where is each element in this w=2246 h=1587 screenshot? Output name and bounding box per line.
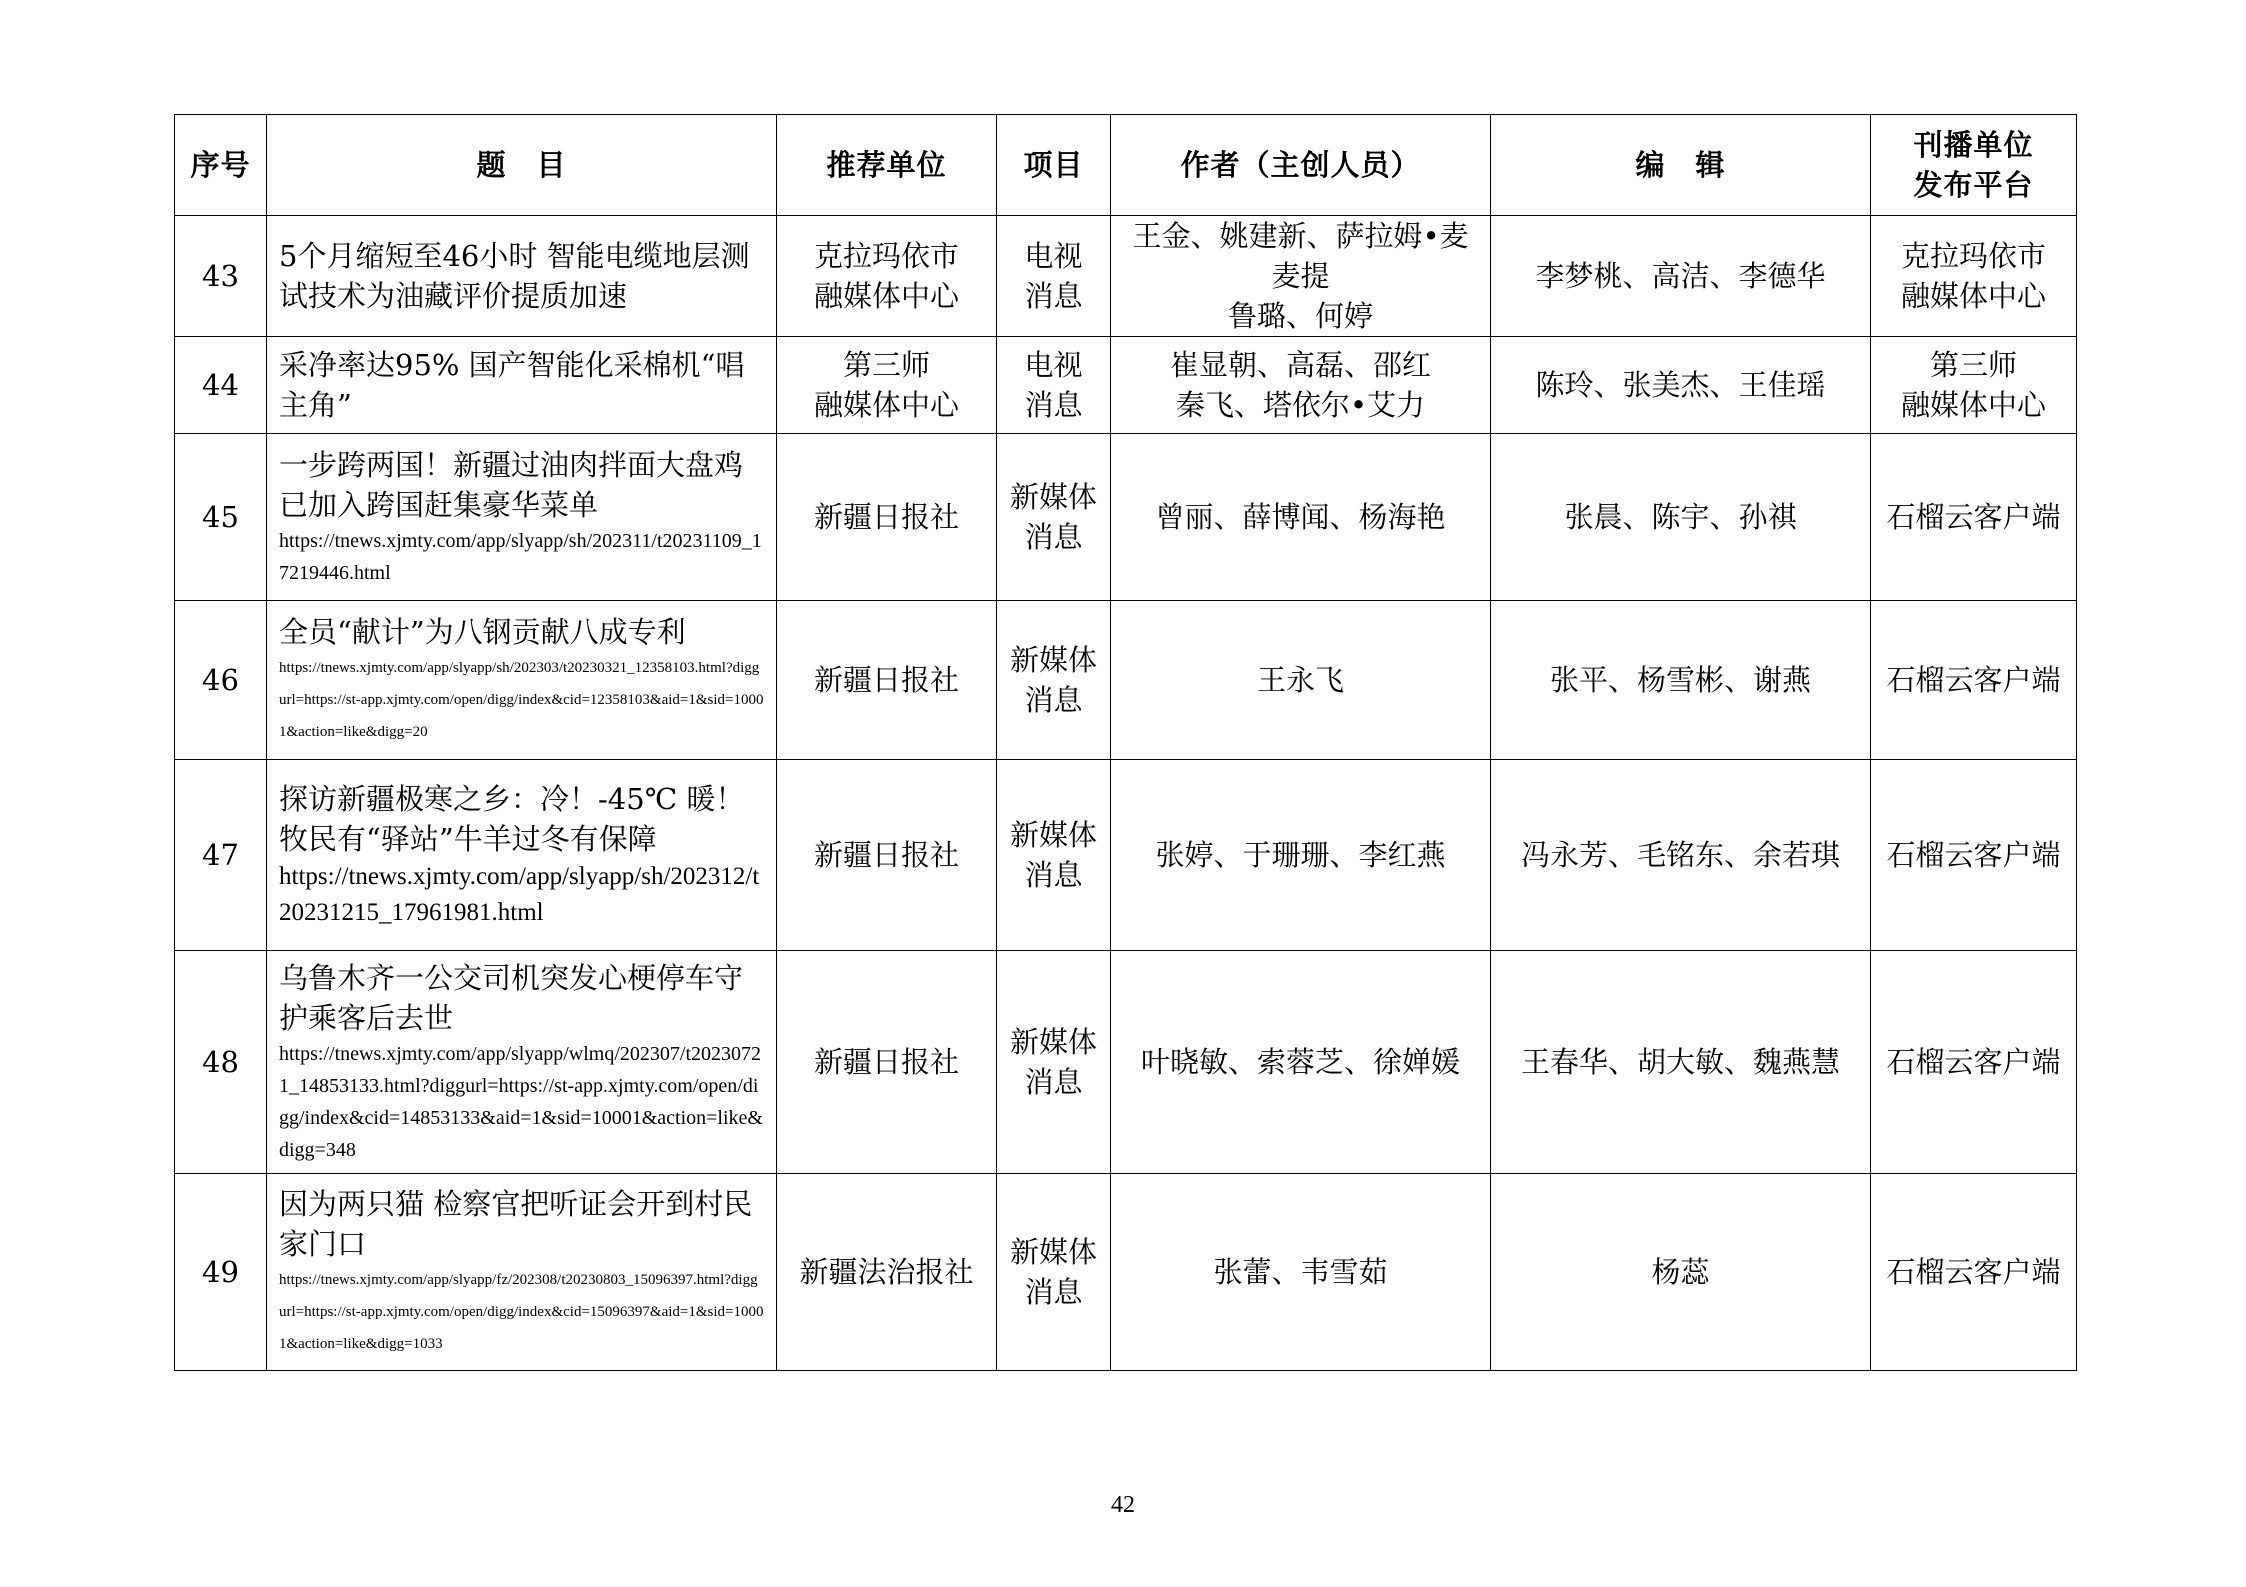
- row-title-cell: [267, 760, 777, 951]
- row-authors: 曾丽、薛博闻、杨海艳: [1111, 434, 1491, 601]
- header-publisher: 刊播单位 发布平台: [1871, 115, 2077, 216]
- row-category: 电视 消息: [997, 337, 1111, 434]
- row-title-cell: [267, 601, 777, 760]
- row-authors: 叶晓敏、索蓉芝、徐婵媛: [1111, 951, 1491, 1174]
- row-editors: 杨蕊: [1491, 1174, 1871, 1371]
- row-url-link[interactable]: https://tnews.xjmty.com/app/slyapp/sh/202312/t20231215_17961981.html: [279, 863, 760, 926]
- header-authors: 作者（主创人员）: [1111, 115, 1491, 216]
- page-number: 42: [1111, 1492, 1135, 1518]
- row-authors: 崔显朝、高磊、邵红 秦飞、塔依尔•艾力: [1111, 337, 1491, 434]
- row-recommender: 克拉玛依市 融媒体中心: [777, 216, 997, 337]
- table-row: [175, 1174, 2077, 1371]
- row-title-cell: [267, 951, 777, 1174]
- row-editors: 李梦桃、高洁、李德华: [1491, 216, 1871, 337]
- table-row: [175, 337, 2077, 434]
- row-category: 新媒体 消息: [997, 760, 1111, 951]
- row-title-cell: [267, 216, 777, 337]
- row-title: 采净率达95% 国产智能化采棉机“唱主角”: [279, 348, 745, 422]
- row-recommender: 新疆日报社: [777, 434, 997, 601]
- row-authors: 王金、姚建新、萨拉姆•麦麦提 鲁璐、何婷: [1111, 216, 1491, 337]
- row-recommender: 新疆日报社: [777, 760, 997, 951]
- table-row: [175, 601, 2077, 760]
- row-category: 新媒体 消息: [997, 951, 1111, 1174]
- row-index: 47: [175, 760, 267, 951]
- row-title: 一步跨两国！新疆过油肉拌面大盘鸡已加入跨国赶集豪华菜单: [279, 448, 744, 522]
- row-category: 新媒体 消息: [997, 601, 1111, 760]
- row-title: 5个月缩短至46小时 智能电缆地层测试技术为油藏评价提质加速: [279, 239, 750, 313]
- row-title-cell: [267, 1174, 777, 1371]
- table-row: [175, 434, 2077, 601]
- row-recommender: 新疆日报社: [777, 951, 997, 1174]
- table-row: [175, 760, 2077, 951]
- row-index: 43: [175, 216, 267, 337]
- row-publisher: 石榴云客户端: [1871, 760, 2077, 951]
- row-publisher: 克拉玛依市 融媒体中心: [1871, 216, 2077, 337]
- row-publisher: 第三师 融媒体中心: [1871, 337, 2077, 434]
- header-index: 序号: [175, 115, 267, 216]
- row-url-link[interactable]: https://tnews.xjmty.com/app/slyapp/sh/202303/t20230321_12358103.html?diggurl=https://st-app.xjmty.com/open/digg/index&cid=12358103&aid=1&sid=10001&action=like&digg=20: [279, 660, 764, 740]
- row-index: 45: [175, 434, 267, 601]
- row-title: 乌鲁木齐一公交司机突发心梗停车守护乘客后去世: [279, 961, 744, 1035]
- row-title-cell: [267, 337, 777, 434]
- row-recommender: 新疆日报社: [777, 601, 997, 760]
- header-editors: 编 辑: [1491, 115, 1871, 216]
- row-editors: 冯永芳、毛铭东、余若琪: [1491, 760, 1871, 951]
- row-index: 46: [175, 601, 267, 760]
- header-recommender: 推荐单位: [777, 115, 997, 216]
- row-index: 49: [175, 1174, 267, 1371]
- row-category: 电视 消息: [997, 216, 1111, 337]
- table-row: [175, 216, 2077, 337]
- row-title: 全员“献计”为八钢贡献八成专利: [279, 615, 686, 649]
- row-category: 新媒体 消息: [997, 434, 1111, 601]
- row-title: 探访新疆极寒之乡：冷！-45℃ 暖！牧民有“驿站”牛羊过冬有保障: [279, 782, 745, 856]
- row-publisher: 石榴云客户端: [1871, 434, 2077, 601]
- row-editors: 张平、杨雪彬、谢燕: [1491, 601, 1871, 760]
- header-title: 题 目: [267, 115, 777, 216]
- row-editors: 陈玲、张美杰、王佳瑶: [1491, 337, 1871, 434]
- table-header-row: [175, 115, 2077, 216]
- row-editors: 张晨、陈宇、孙祺: [1491, 434, 1871, 601]
- header-category: 项目: [997, 115, 1111, 216]
- row-url-link[interactable]: https://tnews.xjmty.com/app/slyapp/fz/202308/t20230803_15096397.html?diggurl=https://st-app.xjmty.com/open/digg/index&cid=15096397&aid=1&sid=10001&action=like&digg=1033: [279, 1272, 764, 1352]
- row-index: 48: [175, 951, 267, 1174]
- row-recommender: 新疆法治报社: [777, 1174, 997, 1371]
- row-authors: 张婷、于珊珊、李红燕: [1111, 760, 1491, 951]
- row-recommender: 第三师 融媒体中心: [777, 337, 997, 434]
- row-url-link[interactable]: https://tnews.xjmty.com/app/slyapp/sh/202311/t20231109_17219446.html: [279, 530, 762, 584]
- row-title: 因为两只猫 检察官把听证会开到村民家门口: [279, 1187, 753, 1261]
- row-authors: 王永飞: [1111, 601, 1491, 760]
- row-index: 44: [175, 337, 267, 434]
- row-publisher: 石榴云客户端: [1871, 1174, 2077, 1371]
- row-url-link[interactable]: https://tnews.xjmty.com/app/slyapp/wlmq/202307/t20230721_14853133.html?diggurl=https://st-app.xjmty.com/open/digg/index&cid=14853133&aid=1&sid=10001&action=like&digg=348: [279, 1043, 763, 1161]
- row-title-cell: [267, 434, 777, 601]
- table-row: [175, 951, 2077, 1174]
- row-publisher: 石榴云客户端: [1871, 951, 2077, 1174]
- row-authors: 张蕾、韦雪茹: [1111, 1174, 1491, 1371]
- award-table: [174, 114, 2077, 1371]
- row-publisher: 石榴云客户端: [1871, 601, 2077, 760]
- row-category: 新媒体 消息: [997, 1174, 1111, 1371]
- row-editors: 王春华、胡大敏、魏燕慧: [1491, 951, 1871, 1174]
